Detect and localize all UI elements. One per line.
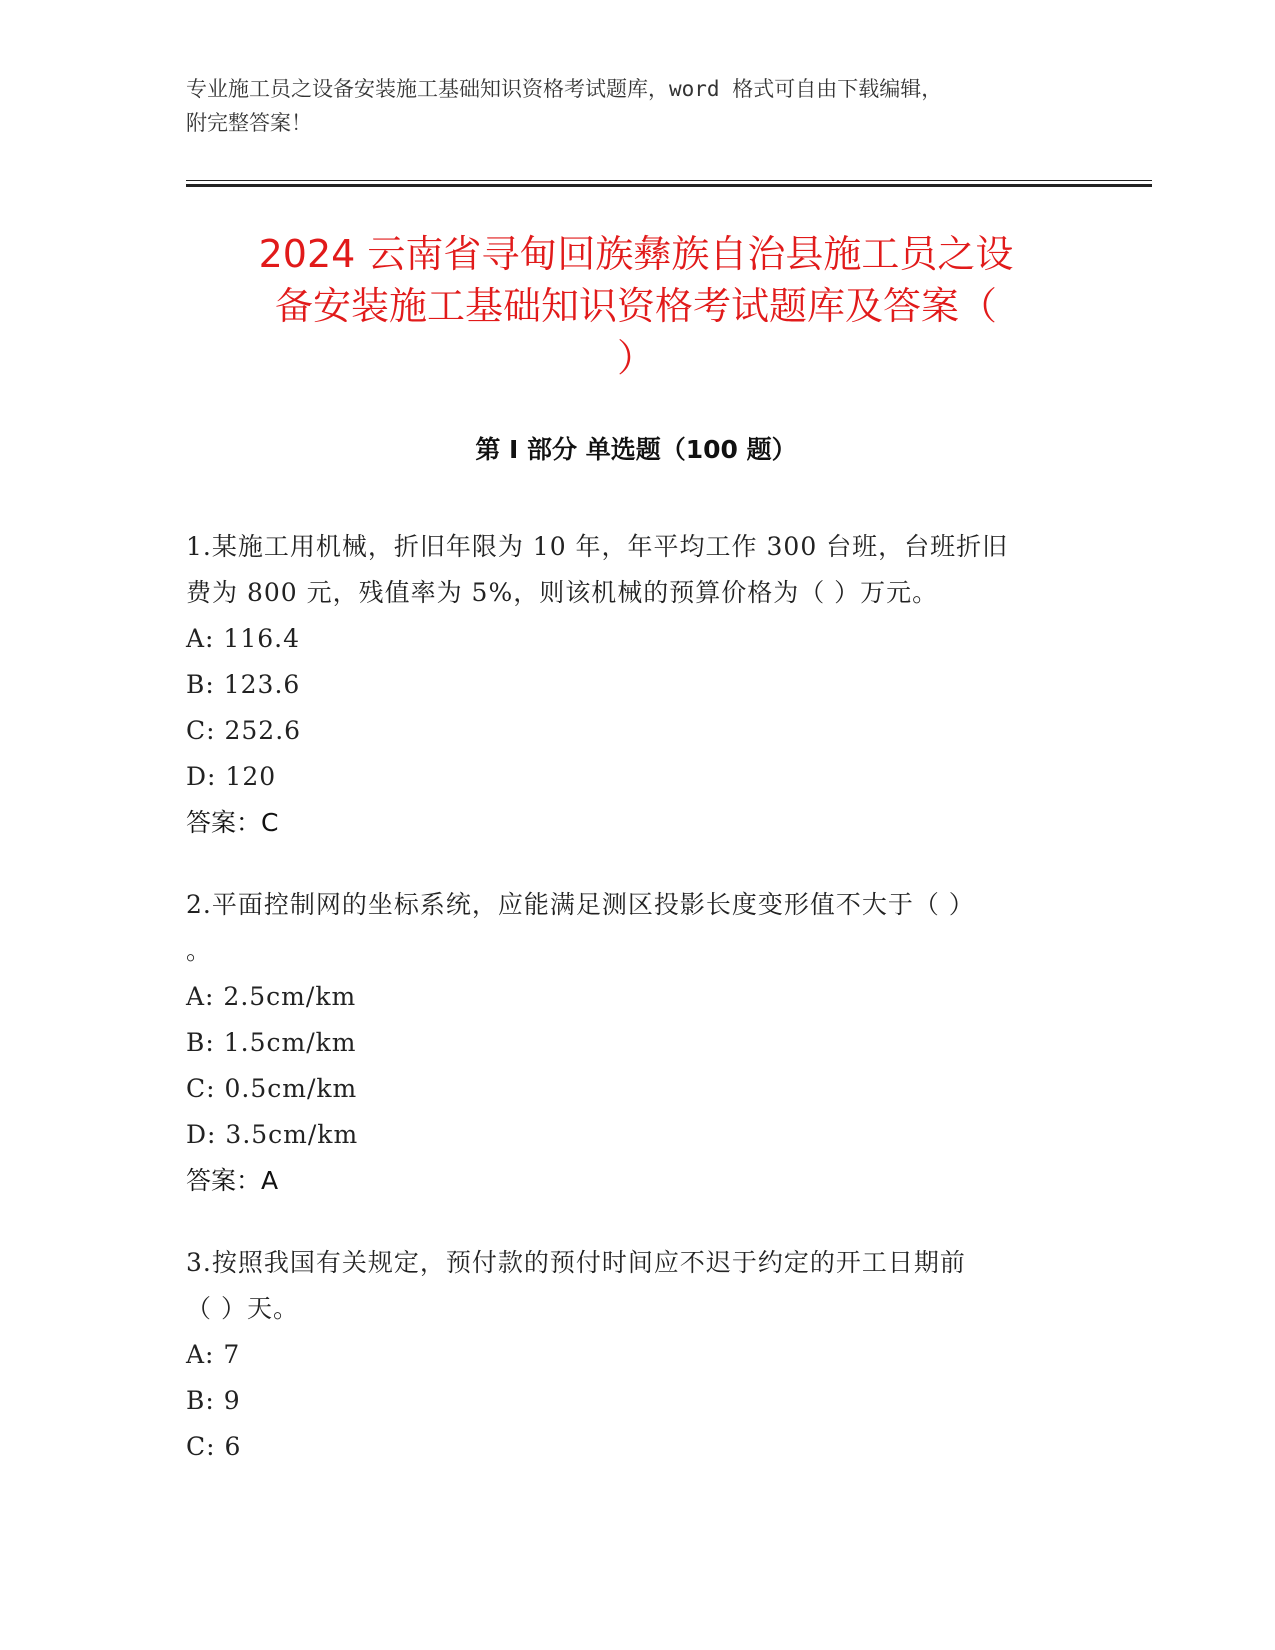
document-title <box>186 228 1086 384</box>
option-d: D: 120 <box>186 762 277 791</box>
question-3 <box>186 1240 1086 1470</box>
question-stem-line: 费为 800 元，残值率为 5%，则该机械的预算价格为（ ）万元。 <box>186 578 939 607</box>
option-a: A: 116.4 <box>186 624 300 653</box>
option-b: B: 1.5cm/km <box>186 1028 357 1057</box>
option-c: C: 252.6 <box>186 716 302 745</box>
header-note-line-2: 附完整答案！ <box>186 111 312 135</box>
document-title-line-3: ） <box>616 336 655 380</box>
option-a: A: 2.5cm/km <box>186 982 357 1011</box>
header-note <box>186 72 1066 140</box>
option-c: C: 6 <box>186 1432 242 1461</box>
question-stem <box>186 1240 1086 1332</box>
answer: 答案：C <box>186 808 279 837</box>
header-note-line-1: 专业施工员之设备安装施工基础知识资格考试题库，word 格式可自由下载编辑， <box>186 77 943 101</box>
question-stem-line: 2.平面控制网的坐标系统，应能满足测区投影长度变形值不大于（ ） <box>186 890 975 919</box>
section-title: 第 I 部分 单选题（100 题） <box>475 435 797 464</box>
question-list <box>186 524 1086 1506</box>
option-b: B: 123.6 <box>186 670 301 699</box>
question-stem-line: 1.某施工用机械，折旧年限为 10 年，年平均工作 300 台班，台班折旧 <box>186 532 1009 561</box>
option-b: B: 9 <box>186 1386 241 1415</box>
question-stem-line: （ ）天。 <box>186 1294 299 1323</box>
question-2 <box>186 882 1086 1204</box>
document-title-line-1: 2024 云南省寻甸回族彝族自治县施工员之设 <box>258 232 1014 276</box>
option-d: D: 3.5cm/km <box>186 1120 359 1149</box>
question-stem <box>186 882 1086 974</box>
document-title-line-2: 备安装施工基础知识资格考试题库及答案（ <box>274 284 997 328</box>
option-c: C: 0.5cm/km <box>186 1074 358 1103</box>
header-divider-thick <box>186 184 1152 187</box>
option-a: A: 7 <box>186 1340 241 1369</box>
answer: 答案：A <box>186 1166 279 1195</box>
question-1 <box>186 524 1086 846</box>
question-stem <box>186 524 1086 616</box>
question-stem-line: 3.按照我国有关规定，预付款的预付时间应不迟于约定的开工日期前 <box>186 1248 966 1277</box>
question-stem-line: 。 <box>186 936 213 965</box>
header-divider-thin <box>186 180 1152 181</box>
